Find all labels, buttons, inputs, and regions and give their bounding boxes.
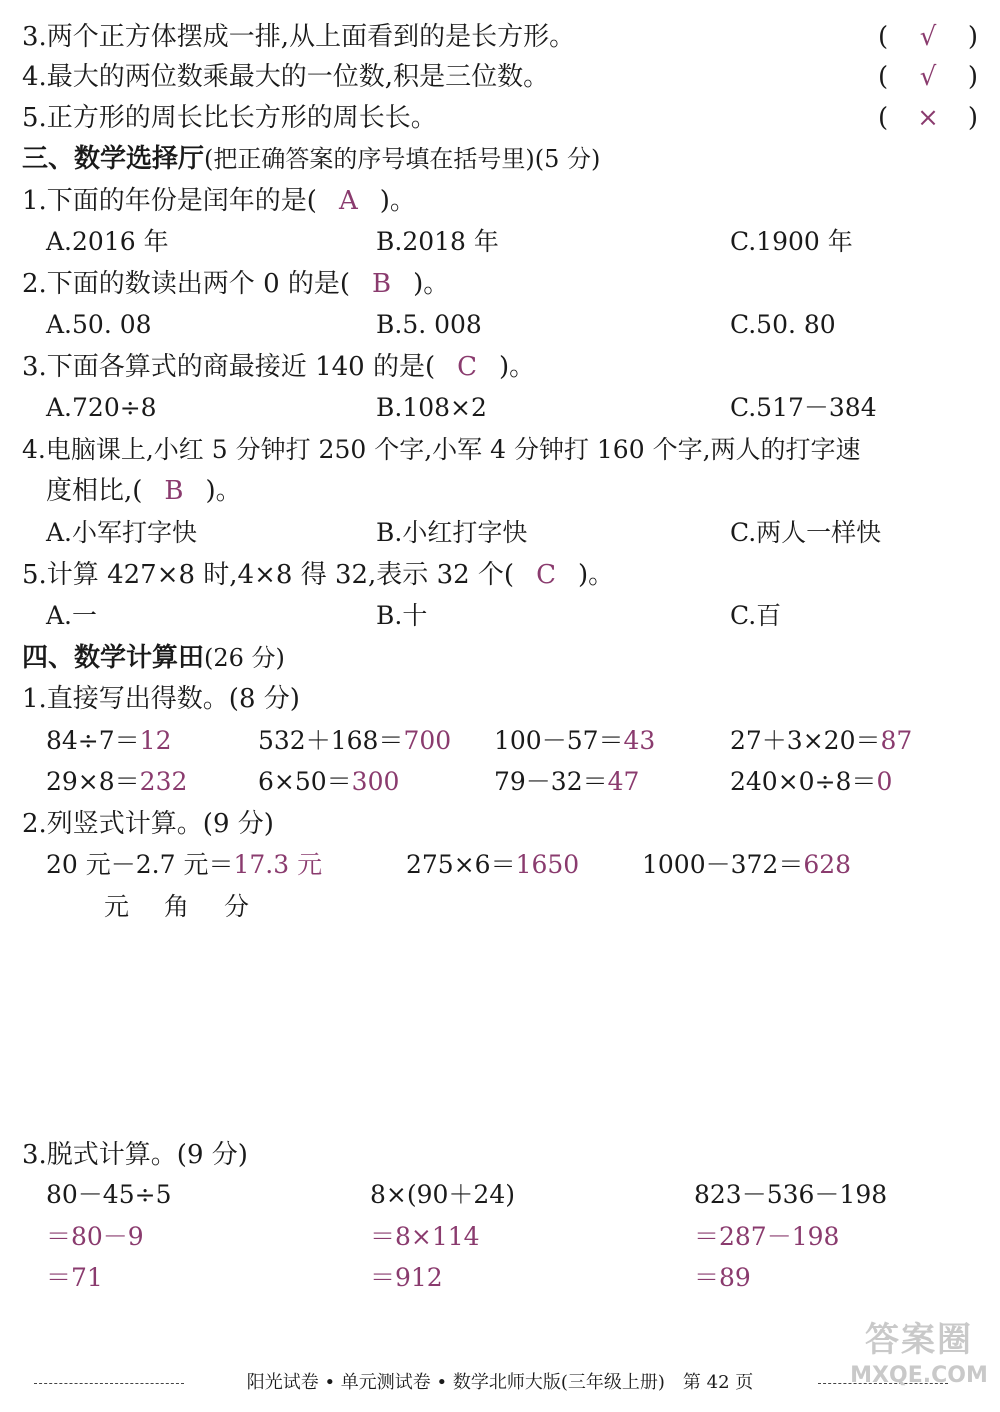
stepwise-expr: 823－536－198 xyxy=(694,1180,888,1209)
vertical-calc: 275×6＝1650 xyxy=(406,850,580,879)
unit-label-jiao: 角 xyxy=(164,892,190,921)
stepwise-result: ＝89 xyxy=(694,1263,751,1292)
q3-option-c: C.517－384 xyxy=(730,393,877,422)
exam-page: 3.两个正方体摆成一排,从上面看到的是长方形。 ( √ ) 4.最大的两位数乘最大的一位数,积是三位数。 ( √ ) 5.正方形的周长比长方形的周长长。 ( × ) 三、数学选择厅(把正确答案的序号填在括号里)(5 分) 1.下面的年份是闰年的是( A )。 A.2016 年 B.2018 年 C.1900 年 2.下面的数读出两个 0 的是( B )。 A.50. 08 B.5. 008 C.50. 80 3.下面各算式的商最接近 140 的是( C )。 A.720÷8 B.108×2 C.517－384 4.电脑课上,小红 5 分钟打 250 个字,小军 4 分钟打 160 个字,两人的打字速 度相比,( B )。 A.小军打字快 B.小红打字快 C.两人一样快 5.计算 427×8 时,4×8 得 32,表示 32 个( C )。 A.一 B.十 C.百 四、数学计算田(26 分) 1.直接写出得数。(8 分) 84÷7＝12 532＋168＝700 100－57＝43 27＋3×20＝87 29×8＝232 6×50＝300 79－32＝47 240×0÷8＝0 2.列竖式计算。(9 分) 20 元－2.7 元＝17.3 元 275×6＝1650 1000－372＝628 元 角 分 3.脱式计算。(9 分) 80－45÷5 ＝80－9 ＝71 8×(90＋24) ＝8×114 ＝912 823－536－198 ＝287－198 ＝89 阳光试卷 • 单元测试卷 • 数学北师大版(三年级上册) 第 42 页 答案圈 MXQE.COM xyxy=(0,0,1000,1412)
footer-rule-left xyxy=(34,1383,184,1384)
q2-option-c: C.50. 80 xyxy=(730,310,836,339)
q2-option-a: A.50. 08 xyxy=(46,310,152,339)
judge-item-4: 4.最大的两位数乘最大的一位数,积是三位数。 xyxy=(22,62,550,92)
section3-heading: 三、数学选择厅(把正确答案的序号填在括号里)(5 分) xyxy=(22,144,601,174)
mental-calc: 532＋168＝700 xyxy=(258,726,452,755)
choice-question-1: 1.下面的年份是闰年的是( A )。 xyxy=(22,186,416,216)
stepwise-step: ＝80－9 xyxy=(46,1222,144,1251)
choice-question-4-line2: 度相比,( B )。 xyxy=(46,476,242,506)
watermark-logo: 答案圈 MXQE.COM xyxy=(850,1320,988,1388)
stepwise-expr: 8×(90＋24) xyxy=(370,1180,515,1209)
q4-option-c: C.两人一样快 xyxy=(730,518,882,547)
mental-calc: 84÷7＝12 xyxy=(46,726,172,755)
q1-option-a: A.2016 年 xyxy=(46,227,169,256)
q5-option-c: C.百 xyxy=(730,601,782,630)
unit-label-fen: 分 xyxy=(224,892,250,921)
choice-question-3: 3.下面各算式的商最接近 140 的是( C )。 xyxy=(22,352,536,382)
stepwise-result: ＝912 xyxy=(370,1263,443,1292)
section4-heading: 四、数学计算田(26 分) xyxy=(22,643,285,673)
q5-option-a: A.一 xyxy=(46,601,98,630)
judge-item-5: 5.正方形的周长比长方形的周长长。 xyxy=(22,103,437,133)
footer-text: 阳光试卷 • 单元测试卷 • 数学北师大版(三年级上册) 第 42 页 xyxy=(246,1372,754,1393)
mental-calc: 29×8＝232 xyxy=(46,767,188,796)
q3-option-b: B.108×2 xyxy=(376,393,487,422)
q3-option-a: A.720÷8 xyxy=(46,393,157,422)
unit-label-yuan: 元 xyxy=(104,892,130,921)
part3-title: 3.脱式计算。(9 分) xyxy=(22,1140,248,1170)
mental-calc: 6×50＝300 xyxy=(258,767,400,796)
stepwise-result: ＝71 xyxy=(46,1263,103,1292)
mental-calc: 240×0÷8＝0 xyxy=(730,767,893,796)
choice-question-4-line1: 4.电脑课上,小红 5 分钟打 250 个字,小军 4 分钟打 160 个字,两人的打字速 xyxy=(22,435,861,464)
part1-title: 1.直接写出得数。(8 分) xyxy=(22,684,300,714)
choice-question-2: 2.下面的数读出两个 0 的是( B )。 xyxy=(22,269,450,299)
vertical-calc: 20 元－2.7 元＝17.3 元 xyxy=(46,850,323,879)
stepwise-step: ＝8×114 xyxy=(370,1222,480,1251)
mental-calc: 100－57＝43 xyxy=(494,726,656,755)
mental-calc: 27＋3×20＝87 xyxy=(730,726,913,755)
q2-option-b: B.5. 008 xyxy=(376,310,482,339)
part2-title: 2.列竖式计算。(9 分) xyxy=(22,809,274,839)
q5-option-b: B.十 xyxy=(376,601,428,630)
judge-item-3: 3.两个正方体摆成一排,从上面看到的是长方形。 xyxy=(22,22,576,52)
vertical-calc: 1000－372＝628 xyxy=(642,850,852,879)
mental-calc: 79－32＝47 xyxy=(494,767,640,796)
choice-question-5: 5.计算 427×8 时,4×8 得 32,表示 32 个( C )。 xyxy=(22,560,615,590)
q1-option-c: C.1900 年 xyxy=(730,227,853,256)
q4-option-b: B.小红打字快 xyxy=(376,518,528,547)
stepwise-expr: 80－45÷5 xyxy=(46,1180,172,1209)
q4-option-a: A.小军打字快 xyxy=(46,518,198,547)
q1-option-b: B.2018 年 xyxy=(376,227,499,256)
stepwise-step: ＝287－198 xyxy=(694,1222,840,1251)
